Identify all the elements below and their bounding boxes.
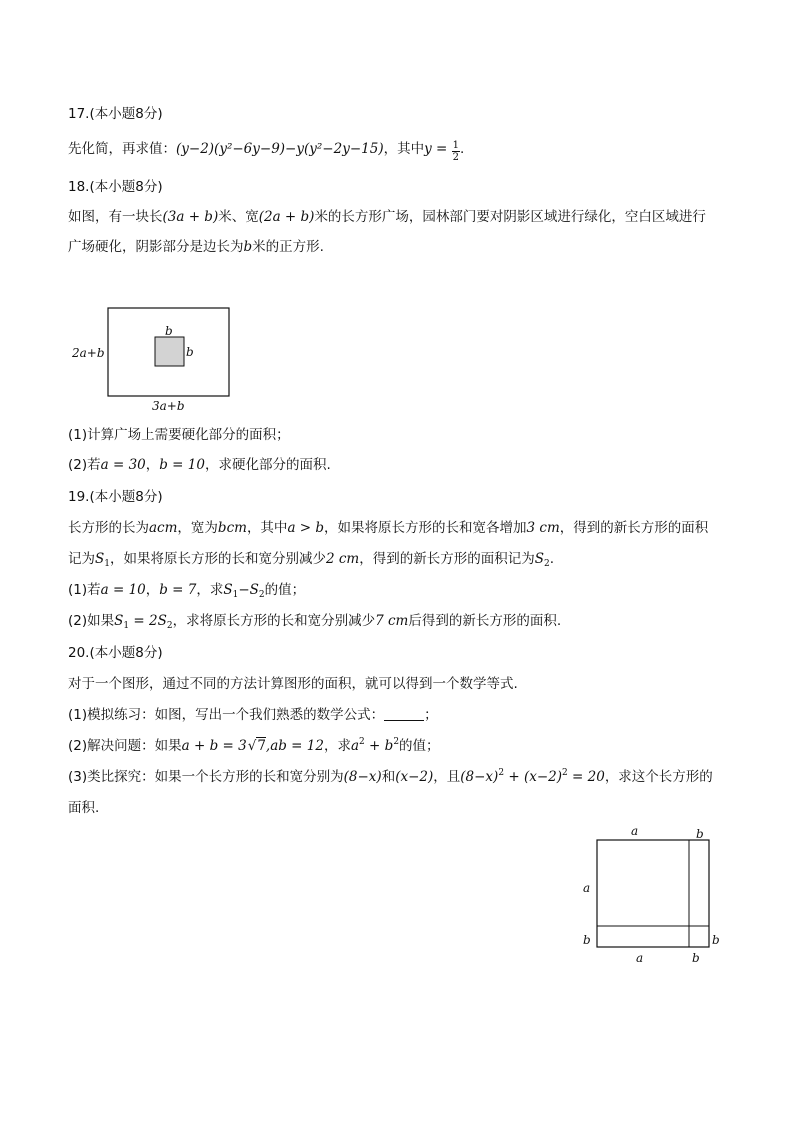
text: ，得到的新长方形的面积记为 <box>359 551 535 567</box>
text: ，宽为 <box>177 520 218 536</box>
math: acm <box>149 520 178 536</box>
text: ， <box>145 457 160 473</box>
text: 的值； <box>399 738 440 754</box>
text: 广场硬化，阴影部分是边长为 <box>68 239 244 255</box>
q20-sub3-cont: 面积. <box>68 800 100 816</box>
superscript: 2 <box>562 768 568 778</box>
q18-line1 <box>68 207 706 227</box>
math: (x−2) <box>395 769 434 785</box>
text: 的值； <box>264 582 306 598</box>
math: (8−x) <box>343 769 382 785</box>
math: a > b <box>287 520 325 536</box>
subscript: 1 <box>232 590 239 600</box>
math: (8−x) <box>460 769 499 785</box>
subscript: 2 <box>258 590 265 600</box>
q19-heading: 19.(本小题8分) <box>68 489 163 505</box>
math: = 2S <box>129 613 167 629</box>
q18-sub2 <box>68 455 331 475</box>
subscript: 2 <box>543 559 550 569</box>
math: b = 10 <box>159 457 205 473</box>
subscript: 1 <box>123 621 130 631</box>
text: ，如果将原长方形的长和宽各增加 <box>324 520 527 536</box>
q19-line1 <box>68 518 708 538</box>
left-b-label: b <box>583 933 591 947</box>
text: (1)若 <box>68 582 101 598</box>
q17-problem <box>68 139 464 163</box>
math: + (x−2) <box>504 769 562 785</box>
math: (2a + b) <box>258 209 315 225</box>
right-b-label: b <box>712 933 720 947</box>
text: 长方形的长为 <box>68 520 149 536</box>
square-right-label: b <box>186 345 194 359</box>
math: a <box>350 738 360 754</box>
bottom-b-label: b <box>692 951 700 965</box>
text: ，且 <box>433 769 461 785</box>
q20-sub2 <box>68 736 440 756</box>
q17-text: ，其中 <box>383 141 425 157</box>
q17-var: y = <box>424 141 452 157</box>
top-b-label: b <box>696 827 704 841</box>
q17-heading: 17.(本小题8分) <box>68 106 163 122</box>
sqrt-radicand: 7 <box>257 738 266 754</box>
q17-text: . <box>460 141 465 157</box>
math: (3a + b) <box>162 209 219 225</box>
text: ，求将原长方形的长和宽分别减少 <box>172 613 376 629</box>
math: = 20 <box>567 769 605 785</box>
text: (2)若 <box>68 457 101 473</box>
q18-figure <box>60 300 260 420</box>
q20-heading: 20.(本小题8分) <box>68 645 163 661</box>
subscript: 2 <box>166 621 173 631</box>
math: b <box>243 239 253 255</box>
text: ，其中 <box>246 520 288 536</box>
text: (2)解决问题：如果 <box>68 738 182 754</box>
answer-blank[interactable] <box>384 708 424 721</box>
shaded-square <box>155 337 184 366</box>
math: S <box>114 613 124 629</box>
bottom-a-label: a <box>636 951 644 965</box>
q20-figure <box>570 820 730 970</box>
bottom-side-label: 3a+b <box>152 399 185 413</box>
math: a = 30 <box>100 457 146 473</box>
q18-line2 <box>68 237 324 257</box>
square-top-label: b <box>165 324 173 338</box>
math: S <box>95 551 105 567</box>
q18-sub1: (1)计算广场上需要硬化部分的面积； <box>68 427 290 443</box>
text: (2)如果 <box>68 613 115 629</box>
text: . <box>549 551 555 567</box>
sqrt-icon: √ <box>247 738 257 754</box>
q17-text: 先化简，再求值： <box>68 141 176 157</box>
text: ，求这个长方形的 <box>604 769 713 785</box>
text: 米的正方形. <box>252 239 324 255</box>
q19-sub2 <box>68 611 561 631</box>
fraction-numerator: 1 <box>452 140 459 151</box>
math: + b <box>364 738 394 754</box>
text: 米的长方形广场，园林部门要对阴影区域进行绿化，空白区域进行 <box>314 209 706 225</box>
outer-square <box>597 840 709 947</box>
superscript: 2 <box>498 768 505 778</box>
superscript: 2 <box>393 737 400 747</box>
math: −S <box>238 582 259 598</box>
text: ，求 <box>323 738 351 754</box>
left-a-label: a <box>583 881 591 895</box>
q20-sub3 <box>68 767 713 787</box>
top-a-label: a <box>631 824 639 838</box>
q17-fraction <box>452 140 460 163</box>
text: 记为 <box>68 551 95 567</box>
math: a + b = 3 <box>181 738 247 754</box>
text: 米、宽 <box>218 209 259 225</box>
text: ，求硬化部分的面积. <box>204 457 331 473</box>
text: (3)类比探究：如果一个长方形的长和宽分别为 <box>68 769 344 785</box>
q20-intro: 对于一个图形，通过不同的方法计算图形的面积，就可以得到一个数学等式. <box>68 676 518 692</box>
text: (1)模拟练习：如图，写出一个我们熟悉的数学公式： <box>68 707 385 723</box>
text: ，如果将原长方形的长和宽分别减少 <box>109 551 326 567</box>
math: b = 7 <box>159 582 197 598</box>
fraction-denominator: 2 <box>452 152 459 163</box>
q20-sub1 <box>68 705 438 725</box>
math: 2 cm <box>325 551 360 567</box>
text: ，得到的新长方形的面积 <box>559 520 709 536</box>
math: bcm <box>217 520 247 536</box>
q17-expression: (y−2)(y²−6y−9)−y(y²−2y−15) <box>176 141 384 157</box>
q18-heading: 18.(本小题8分) <box>68 179 163 195</box>
text: 如图，有一块长 <box>68 209 163 225</box>
text: 后得到的新长方形的面积. <box>408 613 562 629</box>
superscript: 2 <box>359 737 365 747</box>
math: 3 cm <box>526 520 560 536</box>
q19-sub1 <box>68 580 305 600</box>
text: ， <box>145 582 160 598</box>
subscript: 1 <box>104 559 110 569</box>
math: S <box>534 551 544 567</box>
math: ,ab = 12 <box>265 738 324 754</box>
math: a = 10 <box>100 582 146 598</box>
text: ，求 <box>196 582 224 598</box>
q19-line2 <box>68 549 554 569</box>
left-side-label: 2a+b <box>72 346 105 360</box>
math: S <box>223 582 233 598</box>
math: 7 cm <box>375 613 409 629</box>
text: ； <box>424 707 438 723</box>
text: 和 <box>381 769 396 785</box>
